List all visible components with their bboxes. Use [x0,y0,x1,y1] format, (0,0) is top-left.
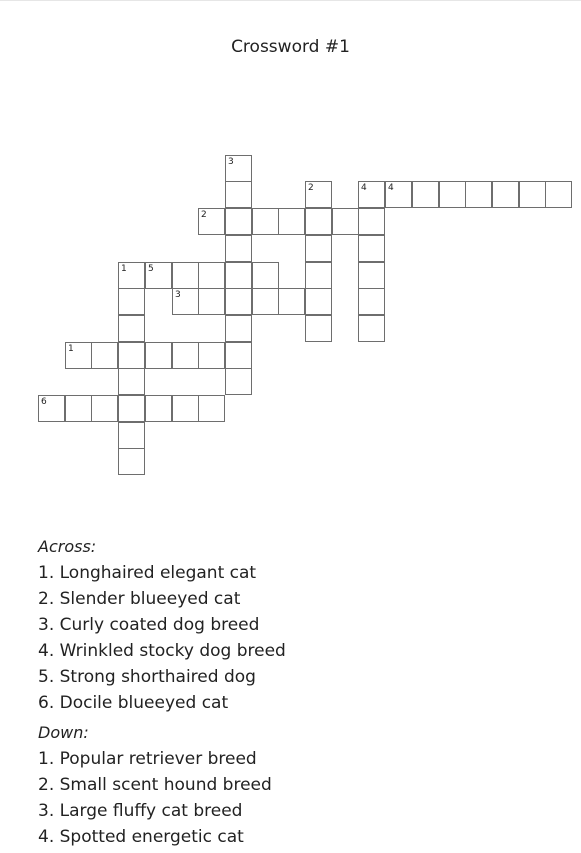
grid-cell[interactable] [305,288,332,315]
grid-cell[interactable] [358,288,385,315]
grid-cell[interactable] [332,208,359,235]
grid-cell[interactable] [118,262,145,289]
grid-cell[interactable] [198,342,225,369]
across-clue[interactable]: 5. Strong shorthaired dog [38,667,256,687]
clue-number-across-1: 1 [68,344,74,354]
across-heading: Across: [38,537,97,556]
grid-cell[interactable] [118,288,145,315]
grid-cell[interactable] [305,262,332,289]
grid-cell[interactable] [225,208,252,235]
grid-cell[interactable] [118,448,145,475]
grid-cell[interactable] [225,288,252,315]
grid-cell[interactable] [198,208,225,235]
grid-cell[interactable] [118,342,145,369]
clue-number-across-3: 3 [175,290,181,300]
grid-cell[interactable] [172,262,199,289]
grid-cell[interactable] [305,315,332,342]
down-heading: Down: [38,723,89,742]
across-clues [38,534,286,716]
grid-cell[interactable] [172,395,199,422]
grid-cell[interactable] [91,342,118,369]
grid-cell[interactable] [172,288,199,315]
grid-cell[interactable] [519,181,546,208]
clue-number-down-2: 2 [308,183,314,193]
clue-number-across-4: 4 [388,183,394,193]
grid-cell[interactable] [358,181,385,208]
grid-cell[interactable] [225,235,252,262]
grid-cell[interactable] [225,181,252,208]
across-clue[interactable]: 4. Wrinkled stocky dog breed [38,641,286,661]
grid-cell[interactable] [465,181,492,208]
grid-cell[interactable] [225,315,252,342]
grid-cell[interactable] [278,208,305,235]
across-clue[interactable]: 2. Slender blueeyed cat [38,589,241,609]
across-clue[interactable]: 1. Longhaired elegant cat [38,563,257,583]
grid-cell[interactable] [118,422,145,449]
across-clue[interactable]: 6. Docile blueeyed cat [38,693,229,713]
grid-cell[interactable] [172,342,199,369]
clue-number-across-5: 5 [148,264,154,274]
grid-cell[interactable] [385,181,412,208]
grid-cell[interactable] [145,262,172,289]
clue-number-across-2: 2 [201,210,207,220]
across-clue[interactable]: 3. Curly coated dog breed [38,615,260,635]
grid-cell[interactable] [65,342,92,369]
grid-cell[interactable] [198,288,225,315]
down-clue[interactable]: 1. Popular retriever breed [38,749,257,769]
grid-cell[interactable] [198,262,225,289]
grid-cell[interactable] [358,315,385,342]
grid-cell[interactable] [492,181,519,208]
down-clue[interactable]: 3. Large fluffy cat breed [38,801,243,821]
clue-number-down-4: 4 [361,183,367,193]
down-clue[interactable]: 2. Small scent hound breed [38,775,272,795]
grid-cell[interactable] [118,395,145,422]
grid-cell[interactable] [252,262,279,289]
grid-cell[interactable] [439,181,466,208]
page-title: Crossword #1 [231,37,350,57]
grid-cell[interactable] [252,288,279,315]
grid-cell[interactable] [305,208,332,235]
grid-cell[interactable] [65,395,92,422]
grid-cell[interactable] [145,395,172,422]
clue-number-down-1: 1 [121,264,127,274]
grid-cell[interactable] [198,395,225,422]
grid-cell[interactable] [225,368,252,395]
grid-cell[interactable] [118,315,145,342]
grid-cell[interactable] [91,395,118,422]
grid-cell[interactable] [225,155,252,182]
grid-cell[interactable] [305,235,332,262]
grid-cell[interactable] [118,368,145,395]
grid-cell[interactable] [38,395,65,422]
grid-cell[interactable] [358,262,385,289]
grid-cell[interactable] [225,342,252,369]
grid-cell[interactable] [225,262,252,289]
grid-cell[interactable] [305,181,332,208]
grid-cell[interactable] [252,208,279,235]
grid-cell[interactable] [358,235,385,262]
clue-number-down-3: 3 [228,157,234,167]
down-clue[interactable]: 4. Spotted energetic cat [38,827,244,847]
clue-number-across-6: 6 [41,397,47,407]
grid-cell[interactable] [412,181,439,208]
down-clues [38,720,272,850]
grid-cell[interactable] [278,288,305,315]
grid-cell[interactable] [358,208,385,235]
grid-cell[interactable] [545,181,572,208]
grid-cell[interactable] [145,342,172,369]
